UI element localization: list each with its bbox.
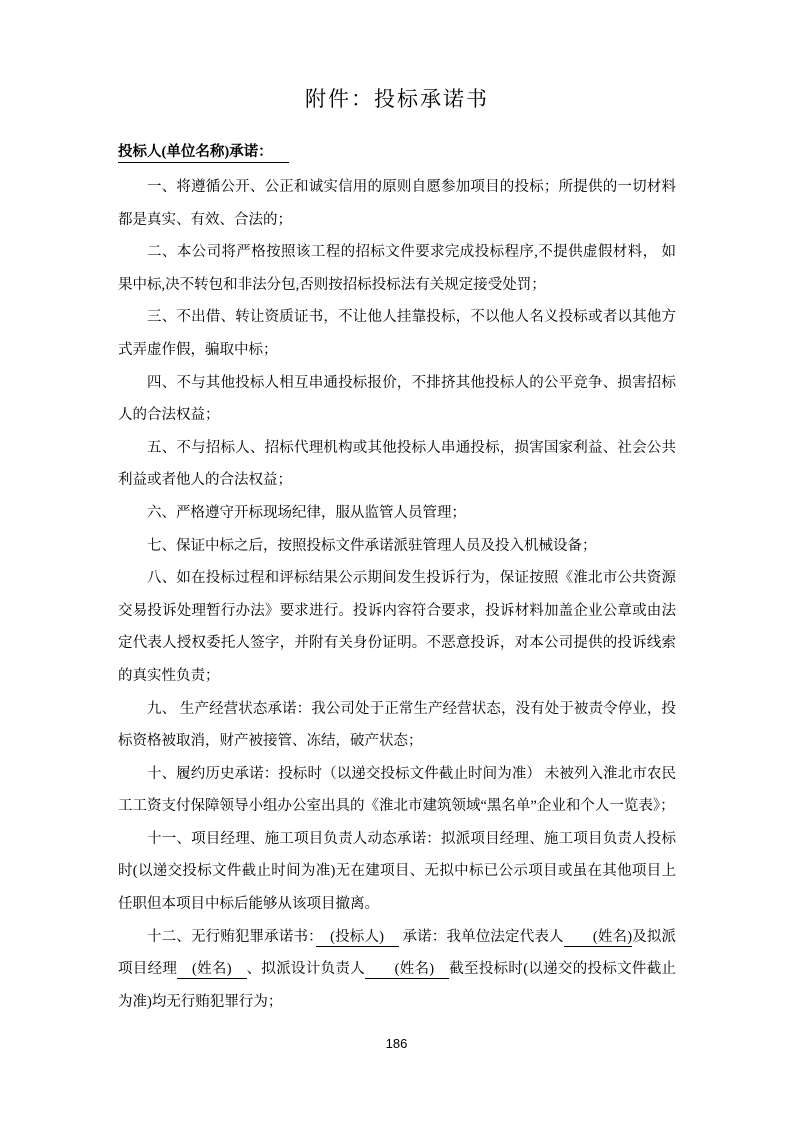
bidder-promise-heading-text: 投标人(单位名称)承诺： (118, 144, 289, 163)
clause-8: 八、如在投标过程和评标结果公示期间发生投诉行为，保证按照《淮北市公共资源交易投诉处理暂行办法》要求进行。投诉内容符合要求，投诉材料加盖企业公章或由法定代表人授权委托人签字，并附有关身份证明。不恶意投诉，对本公司提供的投诉线索的真实性负责； (118, 570, 676, 684)
legal-representative-name-blank: (姓名) (563, 928, 633, 945)
clause-12-lead-text: 十二、无行贿犯罪承诺书： (147, 928, 316, 945)
clause-12-text-2: 承诺：我单位法定代表人 (398, 928, 564, 945)
clause-1: 一、将遵循公开、公正和诚实信用的原则自愿参加项目的投标；所提供的一切材料都是真实、有效、合法的； (118, 179, 676, 228)
project-manager-name-blank: (姓名) (177, 961, 247, 978)
clause-11: 十一、项目经理、施工项目负责人动态承诺：拟派项目经理、施工项目负责人投标时(以递交投标文件截止时间为准)无在建项目、无拟中标已公示项目或虽在其他项目上任职但本项目中标后能够从该项目撤离。 (118, 830, 676, 913)
clause-6: 六、严格遵守开标现场纪律，服从监管人员管理； (147, 504, 466, 521)
clause-5: 五、不与招标人、招标代理机构或其他投标人串通投标，损害国家利益、社会公共利益或者他人的合法权益； (118, 439, 676, 489)
clause-12-tail-text: 截至投标时(以递交的投标文件截止为准)均无行贿犯罪行为； (118, 961, 676, 1010)
clause-12 (118, 921, 676, 1019)
clause-4: 四、不与其他投标人相互串通投标报价，不排挤其他投标人的公平竞争、损害招标人的合法权益； (118, 374, 676, 424)
bidder-promise-heading (118, 136, 676, 168)
clause-9: 九、 生产经营状态承诺：我公司处于正常生产经营状态，没有处于被责令停业，投标资格被取消，财产被接管、冻结，破产状态； (118, 700, 676, 750)
clause-10: 十、履约历史承诺：投标时（以递交投标文件截止时间为准） 未被列入淮北市农民工工资支付保障领导小组办公室出具的《淮北市建筑领域“黑名单”企业和个人一览表》； (118, 765, 676, 815)
design-lead-name-blank: (姓名) (365, 961, 450, 978)
clause-2: 二、本公司将严格按照该工程的招标文件要求完成投标程序,不提供虚假材料， 如果中标,决不转包和非法分包,否则按招标投标法有关规定接受处罚； (118, 244, 676, 293)
bidder-name-blank: (投标人) (315, 928, 399, 945)
page-number: 186 (385, 1036, 408, 1051)
clause-12-text-4: 及拟派项目经理 (118, 928, 676, 978)
clause-7: 七、保证中标之后，按照投标文件承诺派驻管理人员及投入机械设备； (147, 537, 597, 554)
clause-3: 三、不出借、转让资质证书，不让他人挂靠投标，不以他人名义投标或者以其他方式弄虚作假，骗取中标； (118, 309, 676, 358)
page-title: 附件：投标承诺书 (305, 87, 489, 111)
clause-12-text-6: 、拟派设计负责人 (246, 961, 365, 978)
